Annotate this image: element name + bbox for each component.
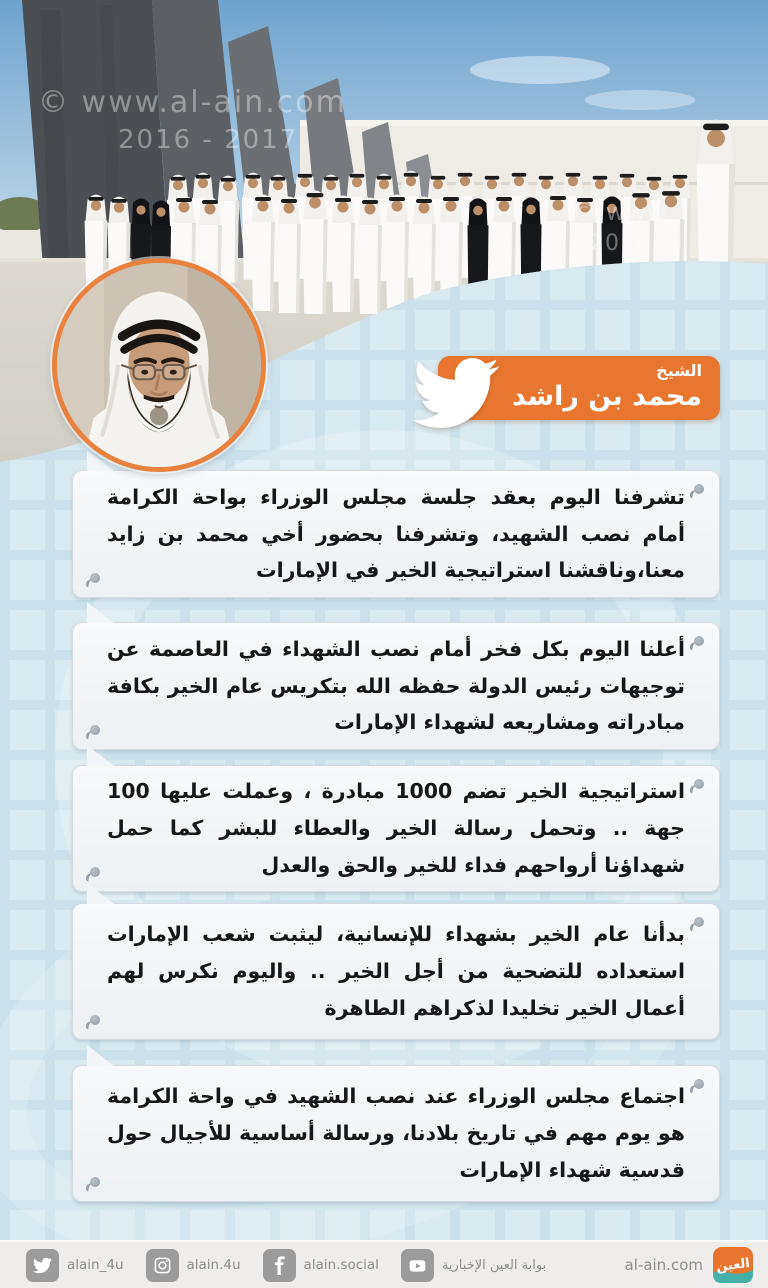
tweet-bubble-3: [72, 765, 720, 892]
tweet-text-2: أعلنا اليوم بكل فخر أمام نصب الشهداء في العاصمة عن توجيهات رئيس الدولة حفظه الله بتكريس عام الخير بكافة مبادراته ومشاريعه لشهداء الإمارات: [107, 636, 685, 735]
social-twitter[interactable]: [26, 1249, 124, 1282]
site-footer-right[interactable]: [625, 1246, 754, 1284]
tweet-text-5: اجتماع مجلس الوزراء عند نصب الشهيد في واحة الكرامة هو يوم مهم في تاريخ بلادنا، ورسالة أساسية للأجيال حول قدسية شهداء الإمارات: [107, 1084, 685, 1182]
youtube-icon[interactable]: [401, 1249, 434, 1282]
tweet-text-1: تشرفنا اليوم بعقد جلسة مجلس الوزراء بواحة الكرامة أمام نصب الشهيد، وتشرفنا بحضور أخي محمد بن زايد معنا،وناقشنا استراتيجية الخير في الإمارات: [107, 484, 685, 583]
youtube-channel-label[interactable]: بوابة العين الإخبارية: [441, 1257, 547, 1273]
tweet-bubble-5: [72, 1065, 720, 1202]
svg-text:2016 - 2017: 2016 - 2017: [118, 125, 299, 155]
tweet-text-3: استراتيجية الخير تضم 1000 مبادرة ، وعملت عليها 100 جهة .. وتحمل رسالة الخير والعطاء للبشر كما حمل شهداؤنا أرواحهم فداء للخير والحق والعدل: [107, 779, 685, 877]
author-name: محمد بن راشد: [511, 381, 702, 413]
facebook-handle[interactable]: alain.social: [303, 1257, 379, 1273]
instagram-icon[interactable]: [146, 1249, 179, 1282]
twitter-handle[interactable]: alain_4u: [67, 1257, 124, 1273]
social-instagram[interactable]: [146, 1249, 241, 1282]
footer-bar: [0, 1240, 768, 1288]
alain-logo: [712, 1246, 754, 1284]
twitter-icon[interactable]: [26, 1249, 59, 1282]
svg-text:© www.al-ain.com: © www.al-ain.com: [38, 85, 347, 120]
tweet-bubble-2: [72, 622, 720, 750]
svg-text:© www: © www: [572, 198, 668, 226]
author-banner: [438, 356, 720, 420]
svg-text:2016 -: 2016 -: [590, 231, 667, 256]
svg-text:العين: العين: [715, 1255, 751, 1275]
tweet-bubble-1: [72, 470, 720, 598]
facebook-icon[interactable]: [263, 1249, 296, 1282]
twitter-bird-icon: [404, 350, 508, 436]
author-title: الشيخ: [656, 361, 702, 380]
sheikh-portrait-illustration: [57, 263, 261, 467]
social-facebook[interactable]: [263, 1249, 379, 1282]
tweet-text-4: بدأنا عام الخير بشهداء للإنسانية، ليثبت شعب الإمارات استعداده للتضحية من أجل الخير .. واليوم نكرس لهم أعمال الخير تخليدا لذكراهم الطاهرة: [107, 922, 685, 1020]
site-url[interactable]: al-ain.com: [624, 1256, 703, 1274]
profile-photo: [52, 258, 266, 472]
tweet-bubble-4: [72, 903, 720, 1040]
instagram-handle[interactable]: alain.4u: [186, 1257, 241, 1273]
social-youtube[interactable]: [401, 1249, 546, 1282]
